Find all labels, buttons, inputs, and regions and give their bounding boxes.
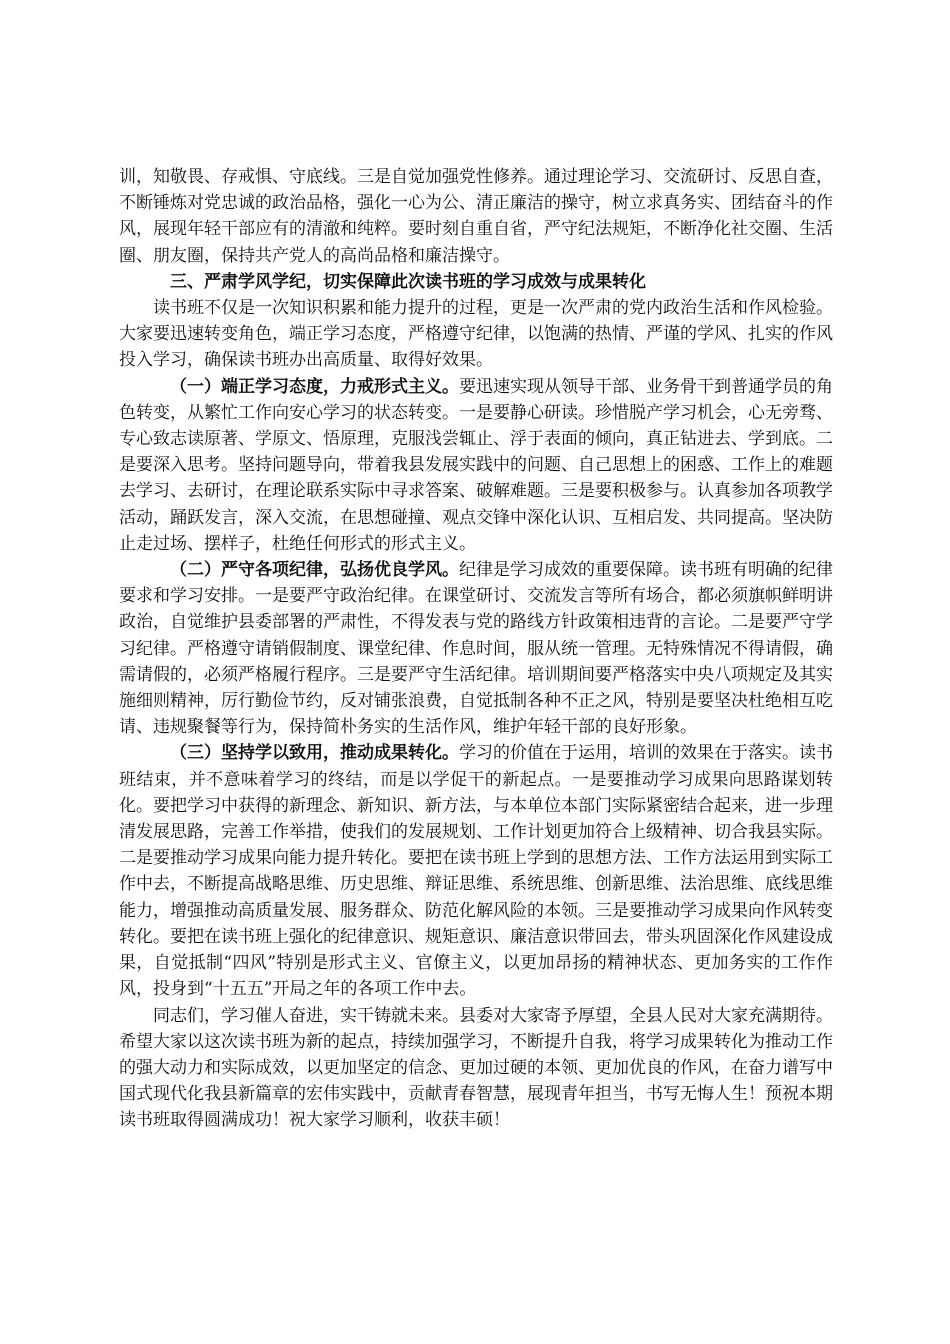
paragraph-text: 读书班不仅是一次知识积累和能力提升的过程，更是一次严肃的党内政治生活和作风检验。大家要迅速转变角色，端正学习态度，严格遵守纪律，以饱满的热情、严谨的学风、扎实的作风投入学习，确保读书班办出高质量、取得好效果。 — [119, 298, 833, 371]
subsection-lead: （二）严守各项纪律，弘扬优良学风。 — [170, 560, 459, 581]
heading-text: 三、严肃学风学纪，切实保障此次读书班的学习成效与成果转化 — [170, 271, 646, 292]
body-paragraph-continued — [119, 164, 833, 269]
paragraph-text: 学习的价值在于运用，培训的效果在于落实。读书班结束，并不意味着学习的终结，而是以学促干的新起点。一是要推动学习成果向思路谋划转化。要把学习中获得的新理念、新知识、新方法，与本单位本部门实际紧密结合起来，进一步理清发展思路，完善工作举措，使我们的发展规划、工作计划更加符合上级精神、切合我县实际。二是要推动学习成果向能力提升转化。要把在读书班上学到的思想方法、工作方法运用到实际工作中去，不断提高战略思维、历史思维、辩证思维、系统思维、创新思维、法治思维、底线思维能力，增强推动高质量发展、服务群众、防范化解风险的本领。三是要推动学习成果向作风转变转化。要把在读书班上强化的纪律意识、规矩意识、廉洁意识带回去，带头巩固深化作风建设成果，自觉抵制“四风”特别是形式主义、官僚主义，以更加昂扬的精神状态、更加务实的工作作风，投身到“十五五”开局之年的各项工作中去。 — [119, 743, 833, 1000]
paragraph-text: 同志们，学习催人奋进，实干铸就未来。县委对大家寄予厚望，全县人民对大家充满期待。希望大家以这次读书班为新的起点，持续加强学习，不断提升自我，将学习成果转化为推动工作的强大动力和实际成效，以更加坚定的信念、更加过硬的本领、更加优良的作风，在奋力谱写中国式现代化我县新篇章的宏伟实践中，贡献青春智慧，展现青年担当，书写无悔人生！预祝本期读书班取得圆满成功！祝大家学习顺利，收获丰硕！ — [119, 1005, 833, 1131]
subsection-lead: （三）坚持学以致用，推动成果转化。 — [170, 743, 459, 764]
body-paragraph-intro — [119, 295, 833, 374]
subsection-paragraph-one — [119, 374, 833, 557]
section-heading-three — [119, 269, 833, 295]
paragraph-text: 要迅速实现从领导干部、业务骨干到普通学员的角色转变，从繁忙工作向安心学习的状态转变。一是要静心研读。珍惜脱产学习机会，心无旁骛、专心致志读原著、学原文、悟原理，克服浅尝辄止、浮于表面的倾向，真正钻进去、学到底。二是要深入思考。坚持问题导向，带着我县发展实践中的问题、自己思想上的困惑、工作上的难题去学习、去研讨，在理论联系实际中寻求答案、破解难题。三是要积极参与。认真参加各项教学活动，踊跃发言，深入交流，在思想碰撞、观点交锋中深化认识、互相启发、共同提高。坚决防止走过场、摆样子，杜绝任何形式的形式主义。 — [119, 376, 833, 554]
closing-paragraph — [119, 1003, 833, 1134]
document-page — [119, 164, 833, 1134]
paragraph-text: 训，知敬畏、存戒惧、守底线。三是自觉加强党性修养。通过理论学习、交流研讨、反思自查，不断锤炼对党忠诚的政治品格，强化一心为公、清正廉洁的操守，树立求真务实、团结奋斗的作风，展现年轻干部应有的清澈和纯粹。要时刻自重自省，严守纪法规矩，不断净化社交圈、生活圈、朋友圈，保持共产党人的高尚品格和廉洁操守。 — [119, 167, 833, 266]
subsection-paragraph-three — [119, 740, 833, 1002]
paragraph-text: 纪律是学习成效的重要保障。读书班有明确的纪律要求和学习安排。一是要严守政治纪律。在课堂研讨、交流发言等所有场合，都必须旗帜鲜明讲政治，自觉维护县委部署的严肃性，不得发表与党的路线方针政策相违背的言论。二是要严守学习纪律。严格遵守请销假制度、课堂纪律、作息时间，服从统一管理。无特殊情况不得请假，确需请假的，必须严格履行程序。三是要严守生活纪律。培训期间要严格落实中央八项规定及其实施细则精神，厉行勤俭节约，反对铺张浪费，自觉抵制各种不正之风，特别是要坚决杜绝相互吃请、违规聚餐等行为，保持简朴务实的生活作风，维护年轻干部的良好形象。 — [119, 560, 833, 738]
subsection-lead: （一）端正学习态度，力戒形式主义。 — [170, 376, 459, 397]
subsection-paragraph-two — [119, 557, 833, 740]
